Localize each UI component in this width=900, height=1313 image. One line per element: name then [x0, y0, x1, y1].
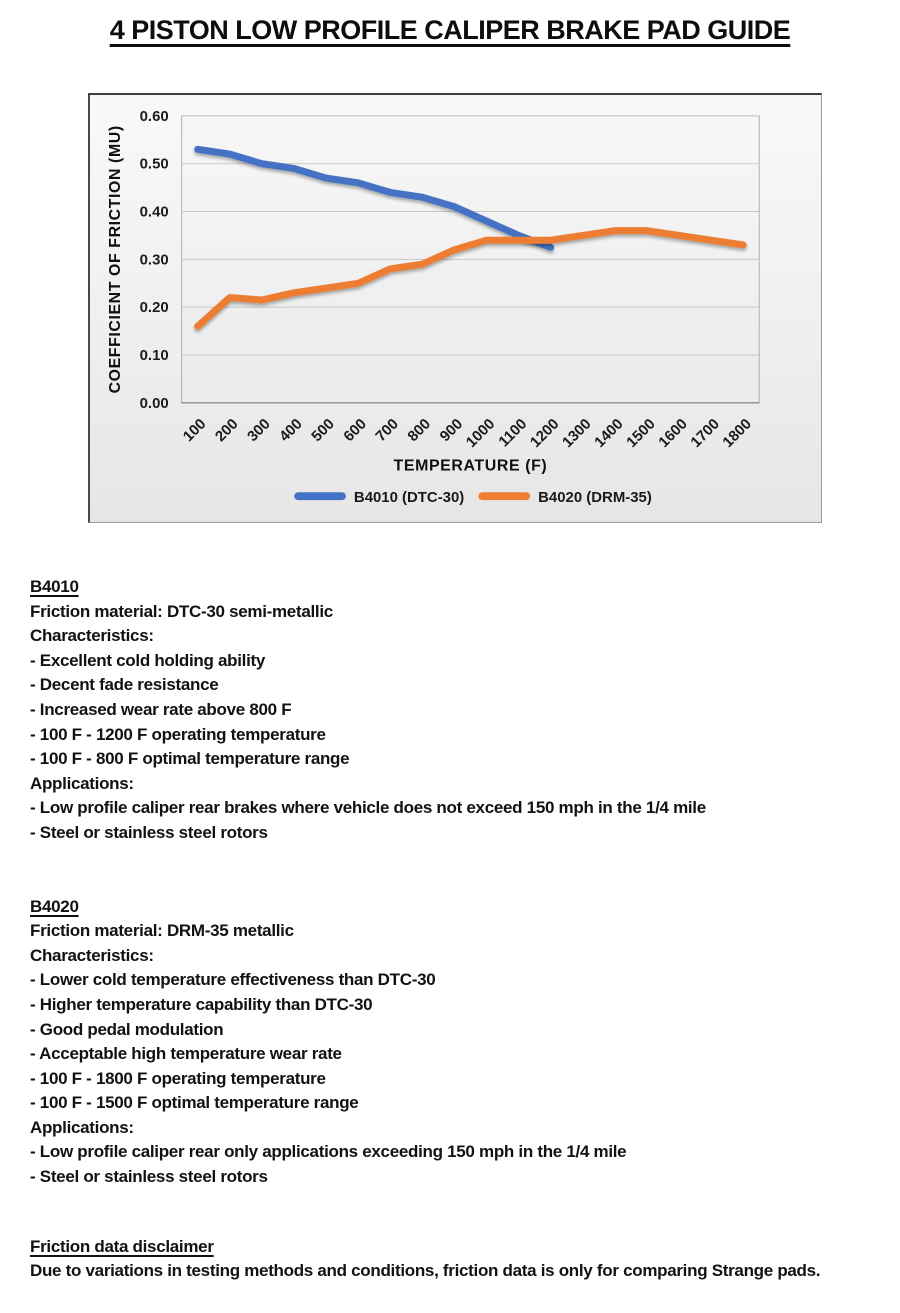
section-line: Characteristics:: [30, 945, 154, 965]
section-line: - Low profile caliper rear brakes where vehicle does not exceed 150 mph in the 1/4 mile: [30, 798, 706, 818]
x-tick-label: 800: [405, 416, 435, 446]
x-tick-label: 200: [212, 416, 242, 446]
section-line: Friction material: DTC-30 semi-metallic: [30, 601, 333, 621]
x-tick-label: 1200: [527, 416, 563, 451]
x-tick-label: 1500: [623, 416, 659, 451]
section-line: - Steel or stainless steel rotors: [30, 822, 268, 842]
x-tick-label: 1400: [591, 416, 627, 451]
x-tick-label: 500: [308, 416, 338, 446]
section-line: - Steel or stainless steel rotors: [30, 1167, 268, 1187]
section-line: - Excellent cold holding ability: [30, 650, 266, 670]
x-tick-label: 900: [437, 416, 467, 446]
x-tick-label: 100: [180, 416, 210, 446]
legend-swatch-b4010: [294, 492, 346, 500]
x-tick-label: 1600: [656, 416, 691, 451]
section-line: - Good pedal modulation: [30, 1019, 224, 1039]
section-line: - 100 F - 800 F optimal temperature range: [30, 749, 350, 769]
page-title: [0, 12, 900, 48]
y-tick-label: 0.60: [139, 108, 169, 125]
x-tick-label: 1100: [496, 416, 531, 451]
legend-label: B4020 (DRM-35): [538, 490, 652, 507]
section-line: - Lower cold temperature effectiveness than DTC-30: [30, 970, 436, 990]
x-tick-label: 700: [373, 416, 403, 446]
section-heading: B4020: [30, 896, 79, 916]
section-line: Applications:: [30, 1117, 134, 1137]
y-tick-label: 0.10: [139, 347, 169, 364]
x-tick-label: 1000: [463, 416, 499, 451]
disclaimer-heading: Friction data disclaimer: [30, 1236, 214, 1256]
y-tick-label: 0.20: [139, 300, 169, 317]
pad-section-b4020: [30, 895, 900, 1190]
section-line: - 100 F - 1800 F operating temperature: [30, 1068, 326, 1088]
section-line: - Increased wear rate above 800 F: [30, 699, 292, 719]
pad-section-b4010: [30, 575, 900, 846]
disclaimer-text: Due to variations in testing methods and conditions, friction data is only for comparing Strange pads.: [30, 1261, 821, 1281]
x-tick-label: 1700: [688, 416, 723, 451]
y-tick-label: 0.00: [139, 395, 169, 412]
y-tick-label: 0.40: [139, 204, 169, 221]
section-heading: B4010: [30, 577, 79, 596]
y-tick-label: 0.30: [139, 252, 169, 269]
x-axis-title: TEMPERATURE (F): [393, 457, 548, 475]
friction-chart: [88, 93, 822, 523]
legend-label: B4010 (DTC-30): [353, 490, 465, 507]
section-line: - Low profile caliper rear only applications exceeding 150 mph in the 1/4 mile: [30, 1142, 627, 1162]
disclaimer-section: [30, 1235, 900, 1284]
friction-chart-svg: [90, 95, 821, 522]
section-line: Friction material: DRM-35 metallic: [30, 921, 294, 941]
legend-swatch-b4020: [478, 492, 530, 500]
x-tick-label: 400: [276, 416, 306, 446]
x-tick-label: 1800: [720, 416, 756, 451]
section-line: - Acceptable high temperature wear rate: [30, 1044, 342, 1064]
section-line: - 100 F - 1500 F optimal temperature range: [30, 1093, 359, 1113]
x-tick-label: 1300: [559, 416, 595, 451]
page-title-text: 4 PISTON LOW PROFILE CALIPER BRAKE PAD GUIDE: [109, 15, 791, 45]
x-tick-label: 300: [244, 416, 274, 446]
section-line: - Higher temperature capability than DTC-30: [30, 994, 373, 1014]
y-tick-label: 0.50: [139, 156, 169, 173]
section-line: - Decent fade resistance: [30, 675, 219, 695]
section-line: Characteristics:: [30, 626, 154, 646]
y-axis-title: COEFFICIENT OF FRICTION (MU): [106, 125, 124, 394]
pad-sections: [30, 575, 900, 1190]
x-tick-label: 600: [340, 416, 370, 446]
section-line: - 100 F - 1200 F operating temperature: [30, 724, 326, 744]
section-line: Applications:: [30, 773, 134, 793]
